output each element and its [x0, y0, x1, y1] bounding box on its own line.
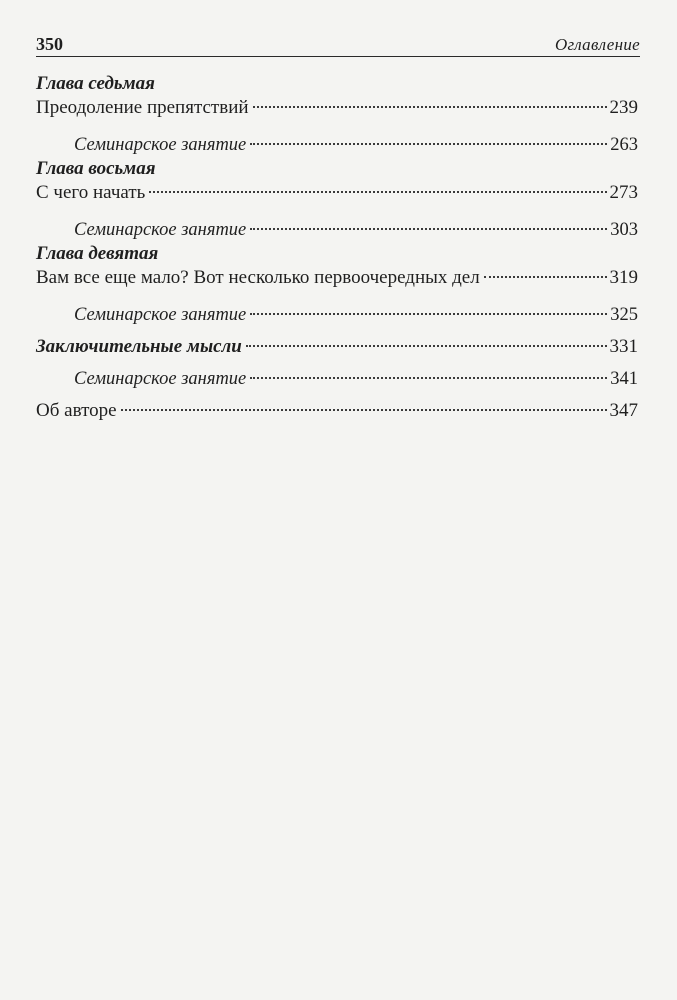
chapter-heading: Глава девятая	[36, 243, 159, 264]
toc-entry-page: 319	[609, 267, 638, 288]
toc-subentry-title: Семинарское занятие	[74, 369, 247, 389]
toc-subentry-title: Семинарское занятие	[74, 220, 247, 240]
toc-entry[interactable]	[36, 96, 638, 120]
chapter-heading: Глава седьмая	[36, 73, 155, 94]
dot-leader	[484, 276, 607, 278]
toc-subentry[interactable]	[36, 367, 638, 391]
toc-entry-title: Заключительные мысли	[36, 336, 242, 357]
dot-leader	[250, 143, 607, 145]
dot-leader	[246, 345, 607, 347]
toc-entry-title: Вам все еще мало? Вот несколько первоочередных дел	[36, 267, 480, 288]
toc-entry-title: С чего начать	[36, 182, 146, 203]
toc-entry-page: 239	[609, 97, 638, 118]
toc-entry[interactable]	[36, 181, 638, 205]
toc-entry-title: Преодоление препятствий	[36, 97, 249, 118]
dot-leader	[149, 191, 606, 193]
toc-entry[interactable]	[36, 335, 638, 359]
toc-subentry[interactable]	[36, 303, 638, 327]
toc-entry-page: 331	[609, 336, 638, 357]
toc-subentry-title: Семинарское занятие	[74, 305, 247, 325]
toc-subentry-page: 263	[610, 135, 638, 155]
toc-entry[interactable]	[36, 399, 638, 423]
toc-subentry-page: 341	[610, 369, 638, 389]
dot-leader	[250, 377, 607, 379]
page-header	[36, 34, 640, 60]
toc-entry-page: 273	[609, 182, 638, 203]
toc-subentry-page: 303	[610, 220, 638, 240]
chapter-heading: Глава восьмая	[36, 158, 156, 179]
toc-subentry-title: Семинарское занятие	[74, 135, 247, 155]
header-rule	[36, 56, 640, 57]
toc-subentry[interactable]	[36, 133, 638, 157]
toc-entry-title: Об авторе	[36, 400, 117, 421]
dot-leader	[250, 228, 607, 230]
dot-leader	[253, 106, 607, 108]
dot-leader	[121, 409, 607, 411]
page-number: 350	[36, 34, 63, 54]
toc-subentry-page: 325	[610, 305, 638, 325]
toc-entry-page: 347	[609, 400, 638, 421]
table-of-contents	[36, 72, 638, 423]
running-title: Оглавление	[554, 35, 640, 54]
toc-entry[interactable]	[36, 266, 638, 290]
dot-leader	[250, 313, 607, 315]
toc-subentry[interactable]	[36, 218, 638, 242]
